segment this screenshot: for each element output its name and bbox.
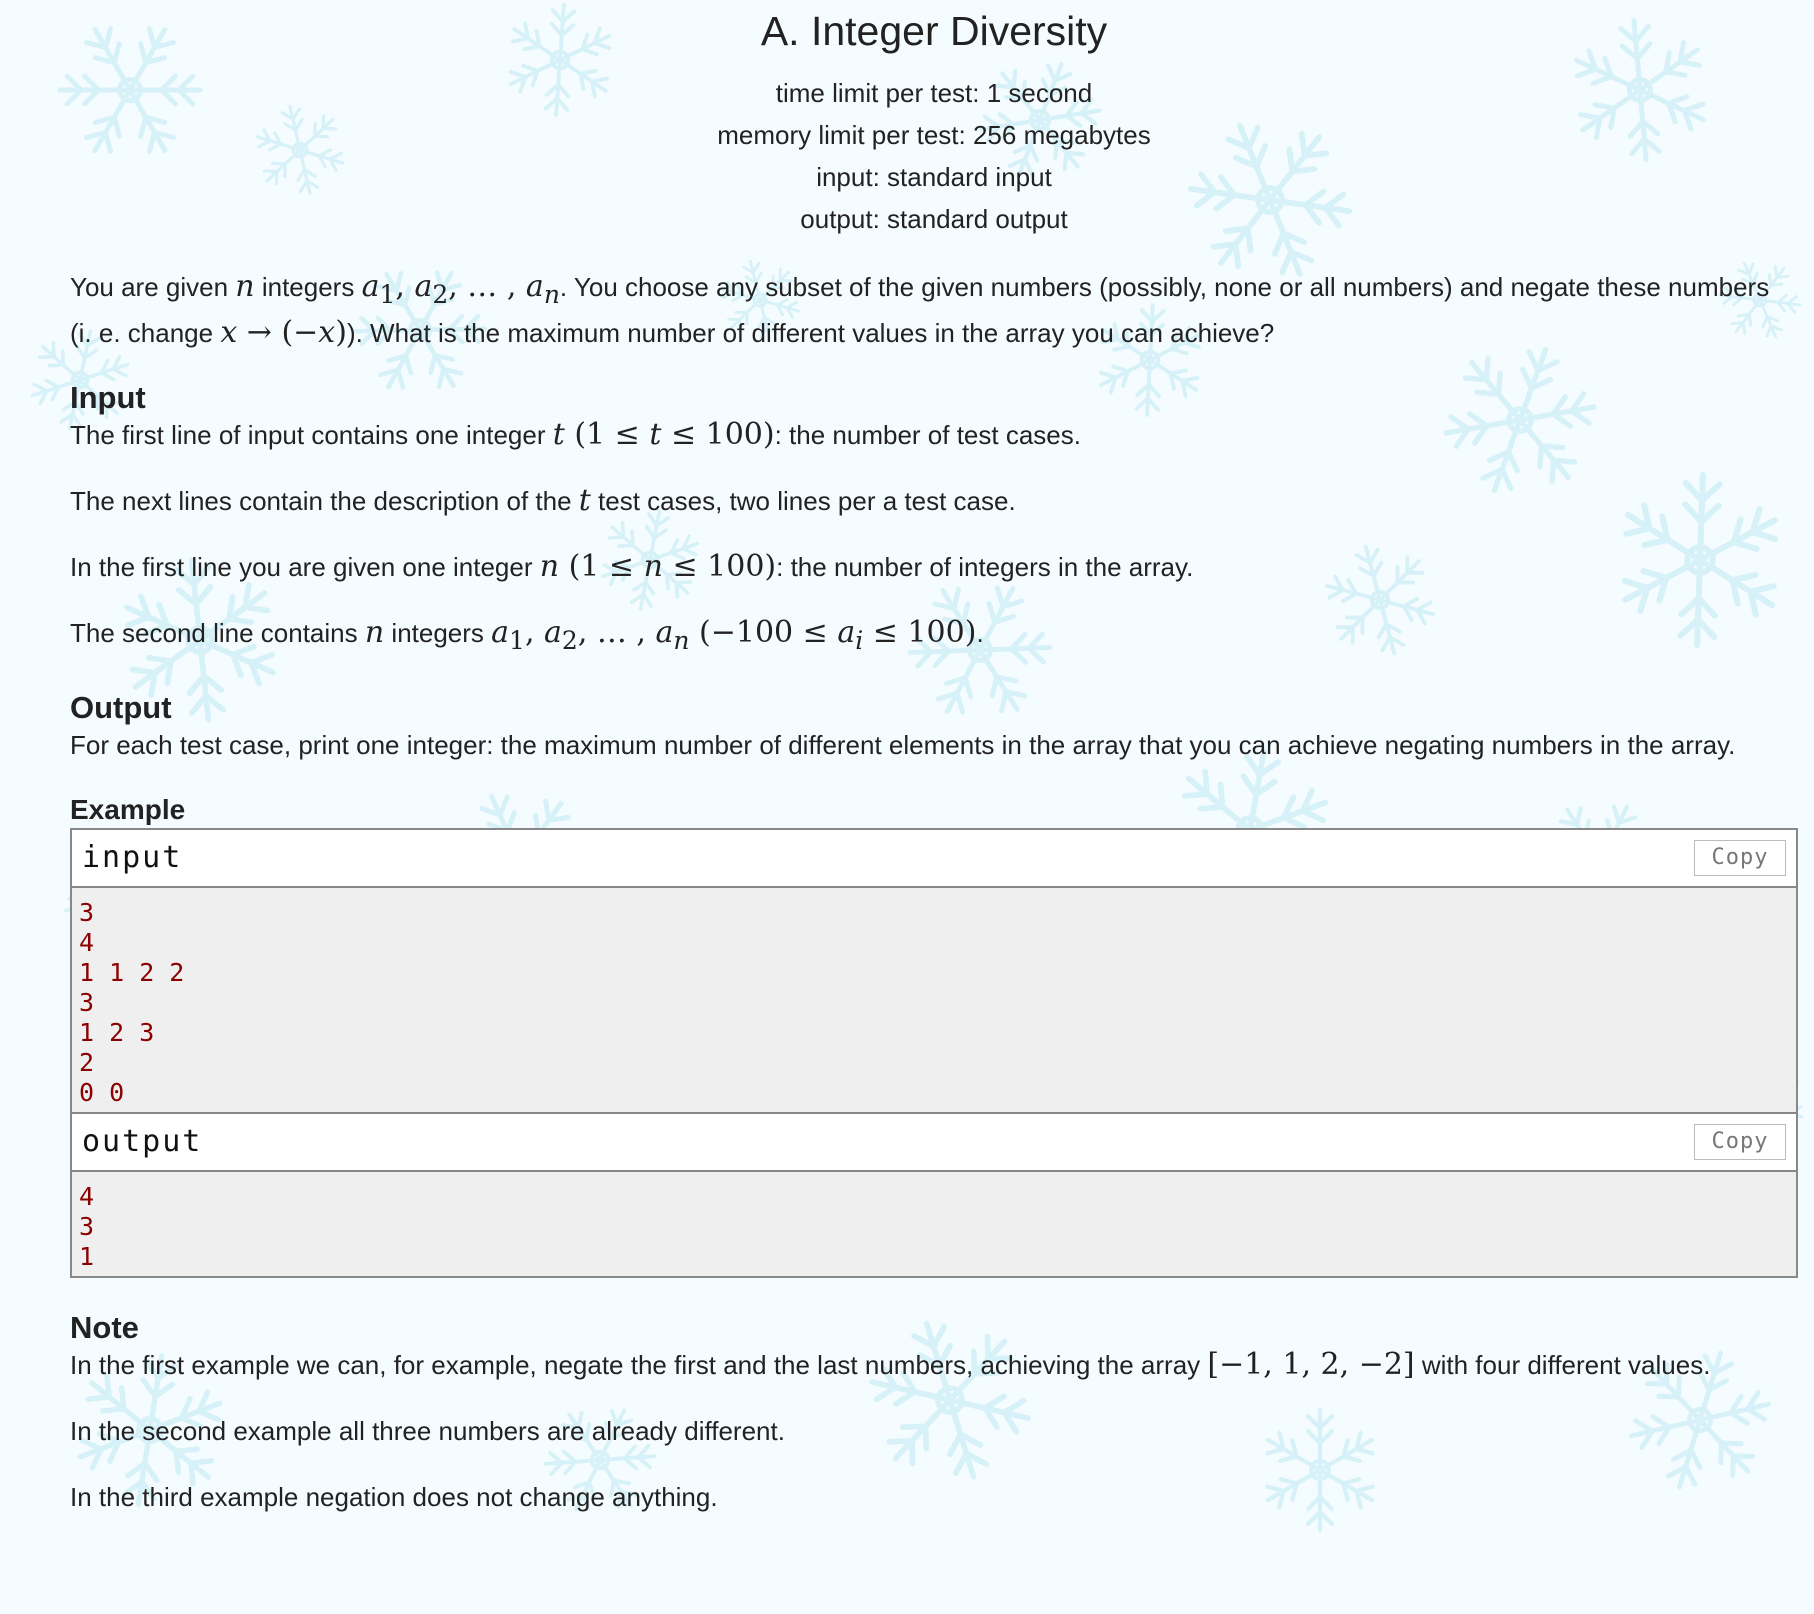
copy-input-button[interactable]: Copy [1694,840,1786,876]
sample-output-line: 3 [79,1212,95,1241]
example-title: Example [70,794,186,825]
math-t-range: t (1 ≤ t ≤ 100) [552,417,775,452]
math-negation: x → (−x) [220,315,347,350]
sample-input-line: 1 2 3 [79,1018,155,1047]
math-t: t [578,483,591,518]
sample-input-body[interactable] [72,888,1796,1114]
copy-output-button[interactable]: Copy [1694,1124,1786,1160]
note-paragraph-3: In the third example negation does not change anything. [70,1482,718,1512]
output-file: output: standard output [800,204,1068,234]
math-n: n [235,269,255,304]
input-paragraph-3: In the first line you are given one integer n (1 ≤ n ≤ 100): the number of integers in the array. [70,549,1194,584]
sample-test [70,828,1798,1278]
problem-title: A. Integer Diversity [760,8,1108,54]
math-sequence: $a_1$, $a_2$, … , $a_n$ [361,269,560,309]
time-limit: time limit per test: 1 second [775,78,1093,108]
sample-input-line: 1 1 2 2 [79,958,185,987]
math-a-range: $a_1$, $a_2$, … , $a_n$ $(-100 \le a_i \le 100)$ [491,615,977,655]
problem-header [70,0,1798,240]
sample-output-label: output [82,1124,203,1159]
sample-input-line: 3 [79,988,95,1017]
input-file: input: standard input [816,162,1052,192]
output-paragraph: For each test case, print one integer: the maximum number of different elements in the array that you can achieve negating numbers in the array. [70,730,1736,760]
math-array: [−1, 1, 2, −2] [1207,1347,1415,1382]
input-paragraph-4: The second line contains n integers $a_1$, $a_2$, … , $a_n$ $(-100 \le a_i \le 100)$. [70,615,984,655]
sample-input-header [72,830,1796,888]
math-n-range: n (1 ≤ n ≤ 100) [539,549,777,584]
note-section-title: Note [70,1310,139,1345]
sample-input-line: 0 0 [79,1078,125,1107]
note-paragraph-2: In the second example all three numbers are already different. [70,1416,785,1446]
legend-paragraph: You are given n integers $a_1$, $a_2$, … , $a_n$. You choose any subset of the given numbers (possibly, none or all numbers) and negate these numbers (i. e. change x → (−x)). What is the maximum number of different values in the array you can achieve? [70,269,1770,350]
input-paragraph-1: The first line of input contains one integer t (1 ≤ t ≤ 100): the number of test cases. [70,417,1081,452]
sample-output-line: 1 [79,1242,95,1271]
note-paragraph-1: In the first example we can, for example, negate the first and the last numbers, achieving the array [−1, 1, 2, −2] with four different values. [70,1347,1711,1382]
sample-output-body[interactable] [72,1172,1796,1276]
math-n: n [364,615,385,650]
memory-limit: memory limit per test: 256 megabytes [717,120,1151,150]
problem-statement [70,0,1798,1516]
sample-input-line: 2 [79,1048,95,1077]
sample-input-line: 4 [79,928,95,957]
input-paragraph-2: The next lines contain the description of the t test cases, two lines per a test case. [70,483,1016,518]
sample-output-header [72,1114,1796,1172]
output-section-title: Output [70,690,172,725]
input-section-title: Input [70,380,146,415]
sample-input-line: 3 [79,898,95,927]
sample-output-line: 4 [79,1182,95,1211]
sample-input-label: input [82,840,183,875]
